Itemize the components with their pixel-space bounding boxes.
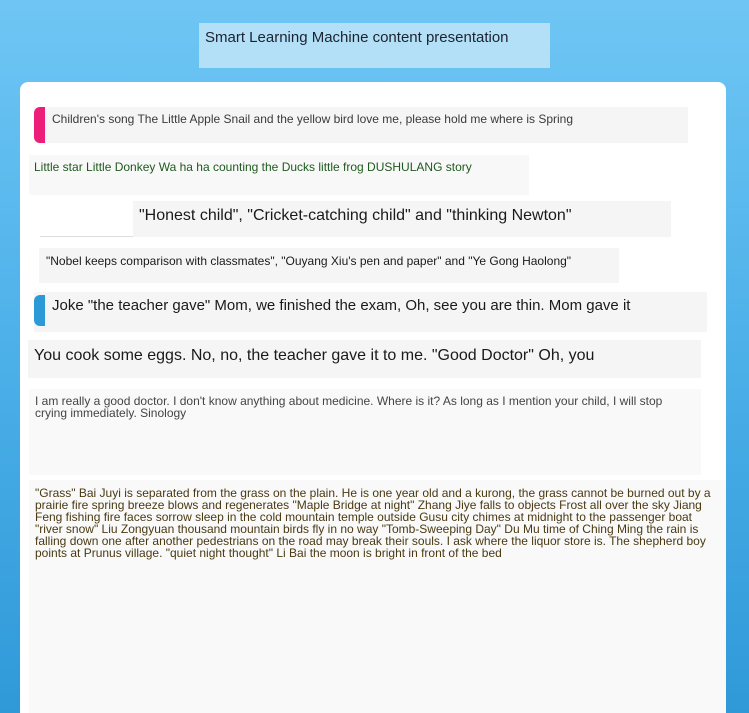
doctor-row <box>29 389 701 475</box>
nobel-row <box>39 248 619 283</box>
page-title: Smart Learning Machine content presentation <box>199 23 550 68</box>
poems-text: "Grass" Bai Juyi is separated from the grass on the plain. He is one year old and a kurong, the grass cannot be burned out by a prairie fire spring breeze blows and regenerates "Maple Bridge at night" Zhang Jiye falls to objects Frost all over the sky Jiang Feng fishing fire faces sorrow sleep in the cold mountain temple outside Gusu city chimes at midnight to the passenger boat "river snow" Liu Zongyuan thousand mountain birds fly in no way "Tomb-Sweeping Day" Du Mu time of Ching Ming the rain is falling down one after another pedestrians on the road may break their souls. I ask where the liquor store is. The shepherd boy points at Prunus village. "quiet night thought" Li Bai the moon is bright in front of the bed <box>35 486 711 560</box>
songs-text: Children's song The Little Apple Snail and the yellow bird love me, please hold me where is Spring <box>52 112 574 126</box>
joke-text: Joke "the teacher gave" Mom, we finished the exam, Oh, see you are thin. Mom gave it <box>52 297 631 314</box>
eggs-row <box>28 340 701 378</box>
honest-row <box>133 201 671 237</box>
songs-row <box>34 107 688 143</box>
stories-text: Little star Little Donkey Wa ha ha counting the Ducks little frog DUSHULANG story <box>34 160 472 174</box>
eggs-text: You cook some eggs. No, no, the teacher gave it to me. "Good Doctor" Oh, you <box>34 347 595 364</box>
content-card <box>20 82 726 713</box>
doctor-text: I am really a good doctor. I don't know anything about medicine. Where is it? As long as I mention your child, I will stop crying immediately. Sinology <box>35 394 663 420</box>
joke-row <box>34 292 707 332</box>
pink-accent-bar <box>34 107 45 143</box>
poems-row <box>29 480 726 713</box>
blue-accent-bar <box>34 295 45 326</box>
stories-row <box>29 155 529 195</box>
honest-text: "Honest child", "Cricket-catching child" and "thinking Newton" <box>139 207 572 224</box>
divider <box>40 236 148 237</box>
nobel-text: "Nobel keeps comparison with classmates", "Ouyang Xiu's pen and paper" and "Ye Gong Haolong" <box>46 254 572 268</box>
